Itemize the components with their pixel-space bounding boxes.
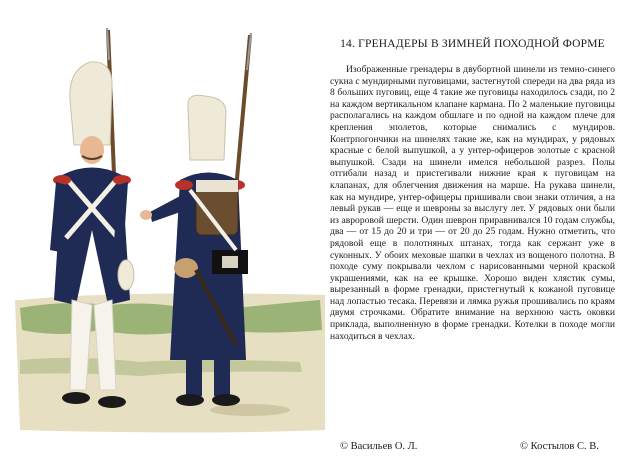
credit-left: © Васильев О. Л. (340, 441, 418, 452)
grenadiers-illustration (0, 0, 325, 440)
ground (15, 293, 325, 432)
page-title: 14. ГРЕНАДЕРЫ В ЗИМНЕЙ ПОХОДНОЙ ФОРМЕ (340, 38, 605, 50)
text-column (330, 38, 615, 342)
body-paragraph: Изображенные гренадеры в двубортной шинели из темно-синего сукна с мундирными пуговицами, застегнутой спереди на два ряда из 8 больших пуговиц, еще 4 такие же пуговицы находилось сзади, по 2 на каждом вертикальном клапане кармана. По 2 маленькие пуговицы располагались на каждом обшлаге и по одной на каждом плече для крепления эполетов, которые снимались с мундиров. Контрпогончики на шинелях такие же, как на мундирах, у рядовых красные с белой выпушкой, а у унтер-офицеров золотые с красной выпушкой. Сзади на шинели имелся небольшой разрез. Полы отгибали назад и пристегивали нижние края к пуговицам на клапанах, для облегчения движения на марше. На рукава шинели, как на мундире, унтер-офицеры пришивали свои знаки отличия, а на левый рукав — еще и шевроны за выслугу лет. У рядовых они были из авроровой шерсти. Один шеврон приравнивался 10 годам службы, два — от 15 до 20 и три — от 20 до 25 годам. Нужно отметить, что рядовой еще в полотняных штанах, тогда как сержант уже в суконных. У обоих меховые шапки в чехлах из вощеного полотна. В походе суму покрывали чехлом с нарисованными черной краской украшениями, как на ее крышке. Хорошо виден хлястик сумы, вырезанный в форме гренадки, пристегнутый к кожаной пуговице над лопастью тесака. Перевязи и лямка ружья прошивались по краям двумя строчками. Обратите внимание на верхнюю часть оковки приклада, выполненную в форме гренадки. Котелки в походе могли находиться в чехлах. (330, 64, 615, 342)
credit-right: © Костылов С. В. (520, 441, 599, 452)
